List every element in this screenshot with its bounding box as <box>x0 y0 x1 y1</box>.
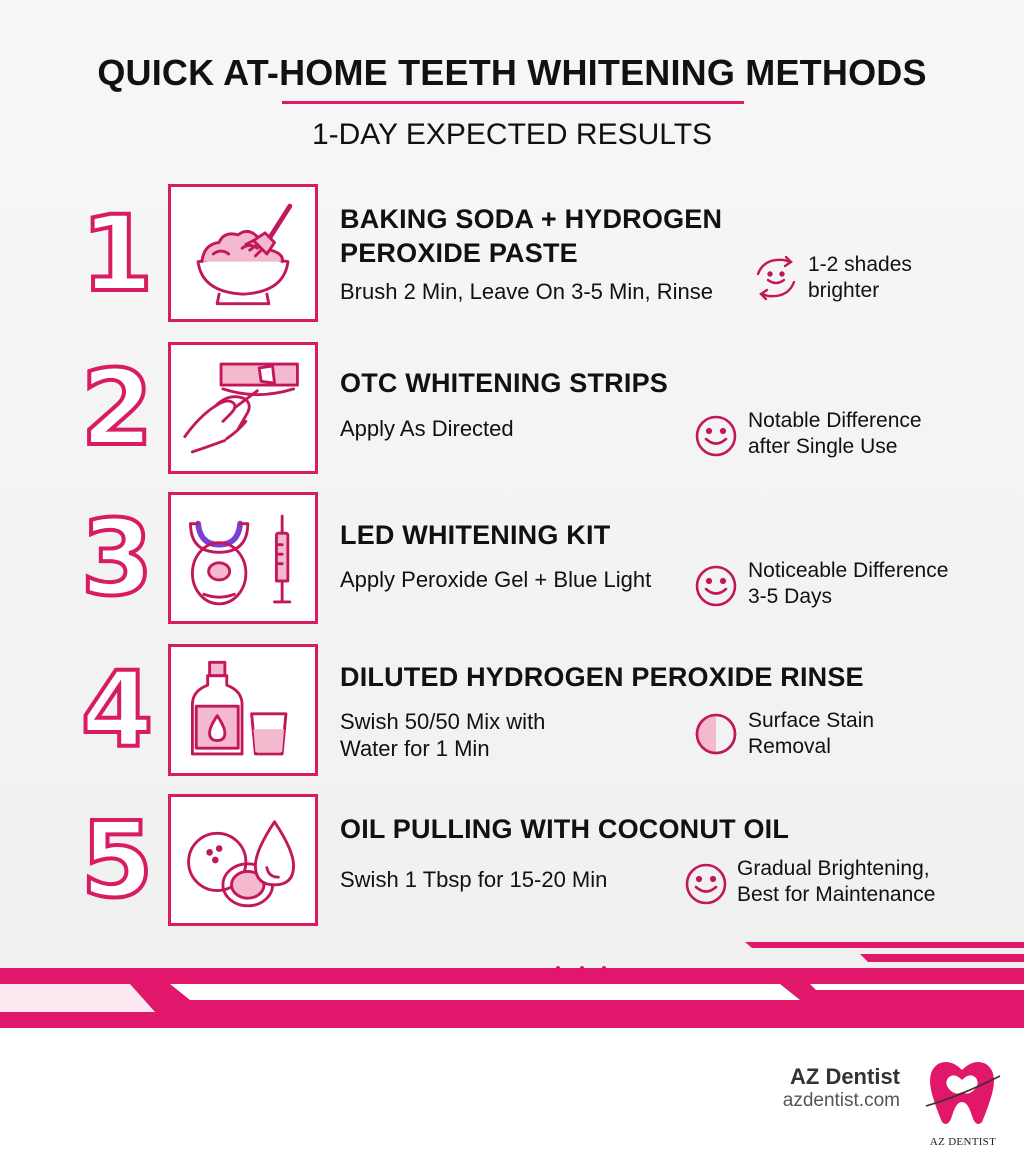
bottle-glass-icon <box>168 644 318 776</box>
heading-line: PEROXIDE PASTE <box>340 238 578 268</box>
coconut-oil-drop-icon <box>168 794 318 926</box>
stain-circle-icon <box>694 712 738 756</box>
whitening-strip-hand-icon <box>168 342 318 474</box>
step-heading <box>340 202 722 270</box>
heading-line: OTC WHITENING STRIPS <box>340 368 668 398</box>
step-instruction: Apply As Directed <box>340 416 514 441</box>
title-divider <box>282 101 744 104</box>
step-result <box>737 856 935 908</box>
heading-line: OIL PULLING WITH COCONUT OIL <box>340 814 790 844</box>
smile-icon <box>684 862 728 906</box>
smile-icon <box>694 414 738 458</box>
step-instruction: Brush 2 Min, Leave On 3-5 Min, Rinse <box>340 279 713 304</box>
result-line: brighter <box>808 279 880 302</box>
step-number: 2 <box>80 347 154 469</box>
instruction-line: Water for 1 Min <box>340 736 490 761</box>
step-number: 1 <box>80 193 154 315</box>
page-subtitle: 1-DAY EXPECTED RESULTS <box>311 118 713 151</box>
step-result <box>808 252 912 304</box>
result-line: Removal <box>748 735 831 758</box>
step-heading <box>340 660 864 694</box>
step-heading <box>340 812 789 846</box>
result-line: 3-5 Days <box>748 585 833 608</box>
result-line: Noticeable Difference <box>748 559 949 582</box>
step-result <box>748 408 922 460</box>
step-number: 5 <box>80 799 154 921</box>
result-line: Gradual Brightening, <box>737 857 930 880</box>
step-result <box>748 708 874 760</box>
refresh-smile-icon <box>750 252 802 304</box>
heading-line: DILUTED HYDROGEN PEROXIDE RINSE <box>340 662 864 692</box>
paste-bowl-brush-icon <box>168 184 318 322</box>
brand-name: AZ Dentist <box>790 1064 900 1089</box>
tooth-logo-icon <box>920 1056 1004 1128</box>
heading-line: LED WHITENING KIT <box>340 520 611 550</box>
step-result <box>748 558 948 610</box>
step-heading <box>340 366 668 400</box>
logo-wordmark: AZ DENTIST <box>929 1136 997 1148</box>
result-line: Surface Stain <box>748 709 875 732</box>
brand-url[interactable]: azdentist.com <box>782 1090 900 1111</box>
page-title: QUICK AT-HOME TEETH WHITENING METHODS <box>97 52 927 93</box>
instruction-line: Swish 50/50 Mix with <box>340 709 546 734</box>
result-line: Best for Maintenance <box>737 883 936 906</box>
step-heading <box>340 518 610 552</box>
result-line: Notable Difference <box>748 409 922 432</box>
step-number: 3 <box>80 497 154 619</box>
step-instruction <box>340 708 545 762</box>
step-number: 4 <box>80 649 154 771</box>
step-instruction: Apply Peroxide Gel + Blue Light <box>340 567 652 592</box>
heading-line: BAKING SODA + HYDROGEN <box>340 204 723 234</box>
smile-icon <box>694 564 738 608</box>
result-line: after Single Use <box>748 435 898 458</box>
step-instruction: Swish 1 Tbsp for 15-20 Min <box>340 867 608 892</box>
footer-decoration <box>0 940 1024 1028</box>
result-line: 1-2 shades <box>808 253 912 276</box>
led-mouthpiece-syringe-icon <box>168 492 318 624</box>
